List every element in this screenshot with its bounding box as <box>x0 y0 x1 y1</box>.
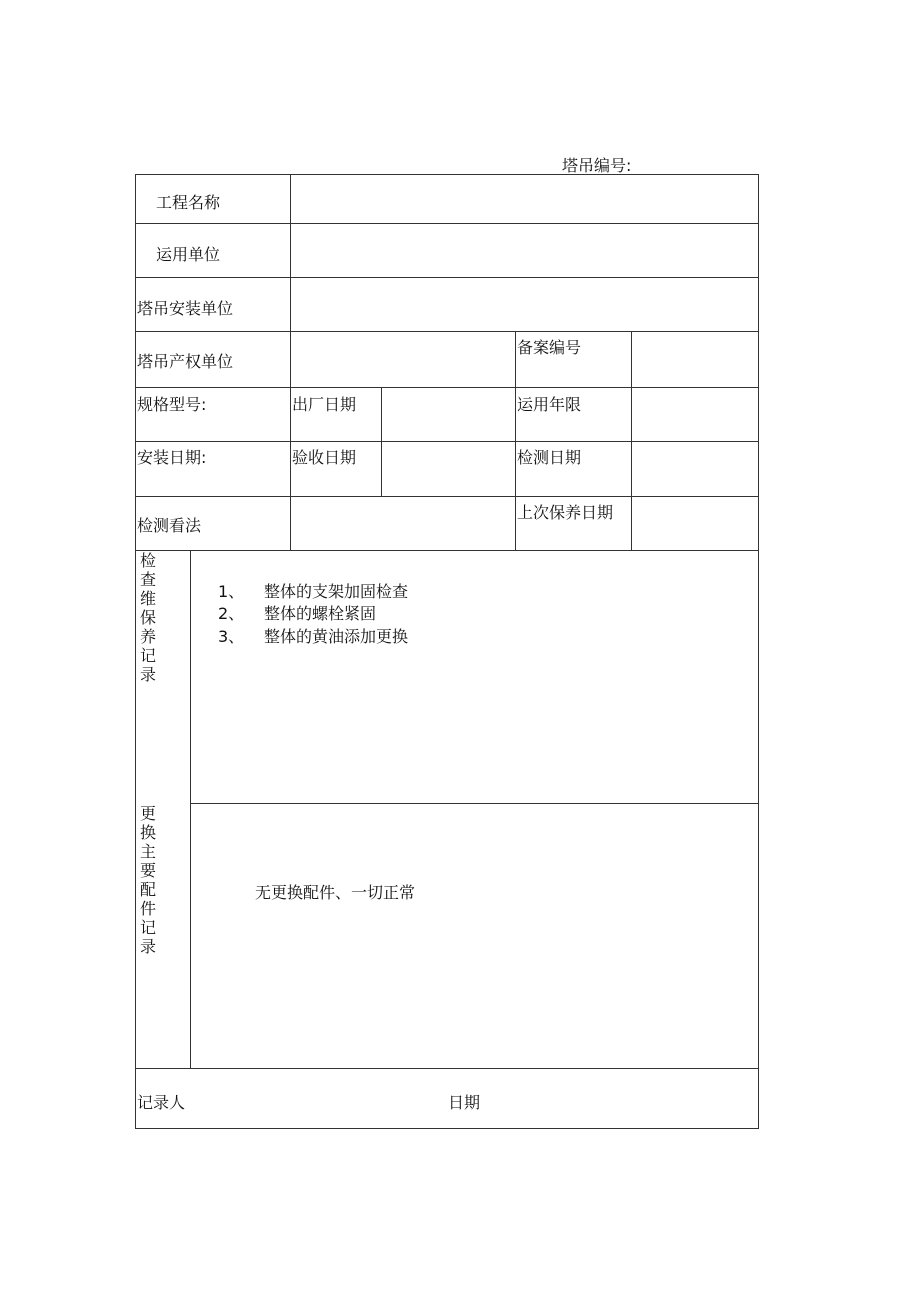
row-divider <box>135 441 759 442</box>
install-date-label: 安装日期: <box>137 448 207 467</box>
column-divider <box>290 174 291 550</box>
inspection-record-label: 检查维保养记录 <box>139 551 156 684</box>
row-divider <box>135 277 759 278</box>
install-unit-label: 塔吊安装单位 <box>137 299 234 318</box>
row-divider <box>191 803 759 804</box>
item-text: 整体的螺栓紧固 <box>264 604 377 623</box>
item-number: 1、 <box>218 582 245 601</box>
row-divider <box>135 331 759 332</box>
row-divider <box>135 496 759 497</box>
column-divider <box>631 331 632 550</box>
service-years-label: 运用年限 <box>517 395 582 414</box>
test-opinion-label: 检测看法 <box>137 516 202 535</box>
column-divider <box>515 331 516 550</box>
inspection-item <box>218 579 408 602</box>
item-text: 整体的黄油添加更换 <box>264 627 409 646</box>
item-number: 2、 <box>218 604 245 623</box>
tower-crane-number-label: 塔吊编号: <box>562 156 632 175</box>
last-maintenance-date-label: 上次保养日期 <box>517 503 614 522</box>
row-divider <box>135 223 759 224</box>
test-date-label: 检测日期 <box>517 448 582 467</box>
row-divider <box>135 387 759 388</box>
project-name-label: 工程名称 <box>156 193 221 212</box>
inspection-item <box>218 624 408 647</box>
item-number: 3、 <box>218 627 245 646</box>
item-text: 整体的支架加固检查 <box>264 582 409 601</box>
recorder-label: 记录人 <box>137 1093 186 1112</box>
date-label: 日期 <box>448 1093 481 1112</box>
row-divider <box>135 1068 759 1069</box>
column-divider <box>190 550 191 1068</box>
user-unit-label: 运用单位 <box>156 245 221 264</box>
replacement-record-label: 更换主要配件记录 <box>139 804 156 956</box>
model-label: 规格型号: <box>137 395 207 414</box>
inspection-item <box>218 601 376 624</box>
record-number-label: 备案编号 <box>517 338 582 357</box>
owner-unit-label: 塔吊产权单位 <box>137 352 234 371</box>
acceptance-date-label: 验收日期 <box>292 448 357 467</box>
column-divider <box>381 387 382 496</box>
row-divider <box>135 550 759 551</box>
factory-date-label: 出厂日期 <box>292 395 357 414</box>
replacement-record-text: 无更换配件、一切正常 <box>255 883 416 902</box>
